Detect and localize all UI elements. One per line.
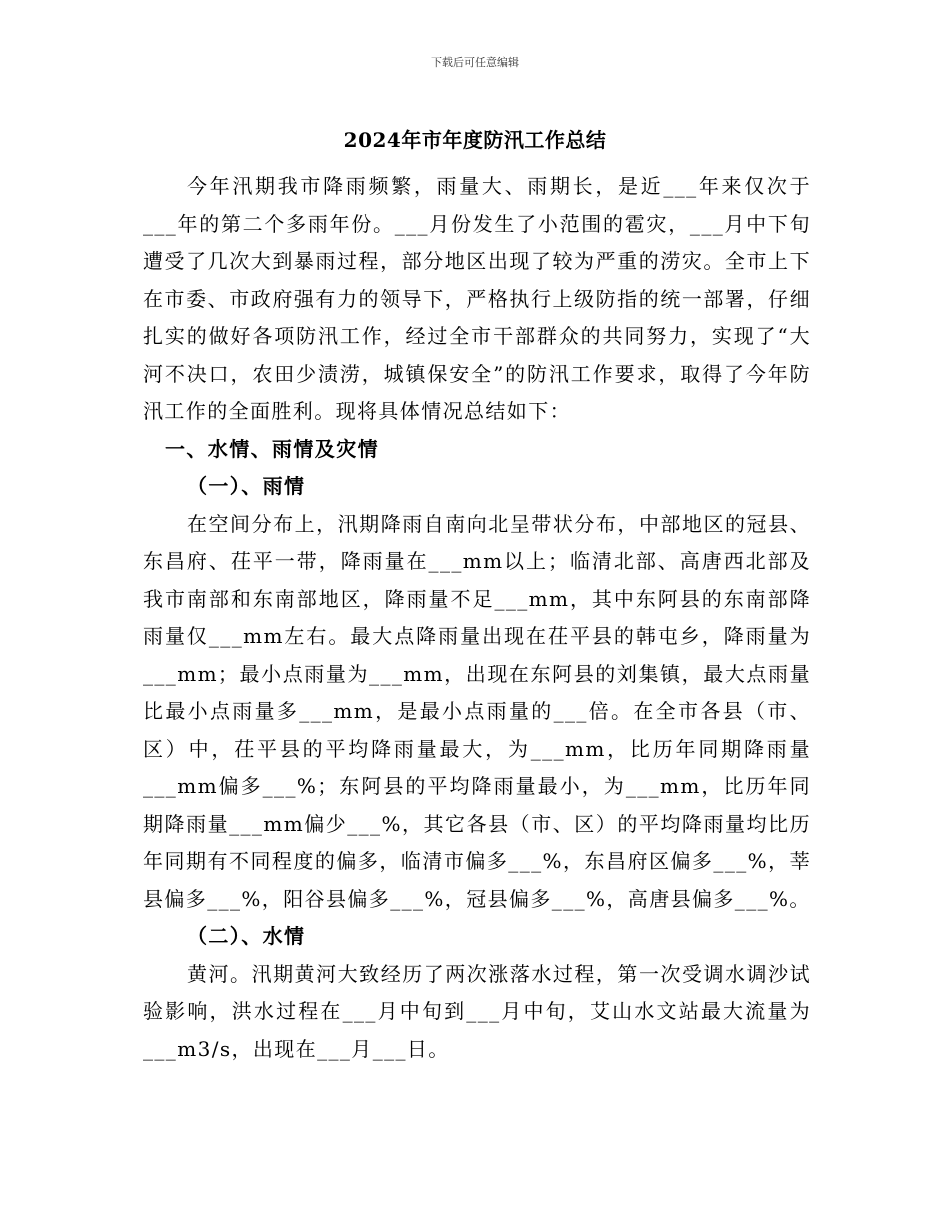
document-body: [143, 168, 811, 1068]
subsection-heading-rain: （一）、雨情: [187, 474, 306, 498]
intro-paragraph: 今年汛期我市降雨频繁，雨量大、雨期长，是近___年来仅次于___年的第二个多雨年份。___月份发生了小范围的雹灾，___月中下旬遭受了几次大到暴雨过程，部分地区出现了较为严重的涝灾。全市上下在市委、市政府强有力的领导下，严格执行上级防指的统一部署，仔细扎实的做好各项防汛工作，经过全市干部群众的共同努力，实现了“大河不决口，农田少渍涝，城镇保安全”的防汛工作要求，取得了今年防汛工作的全面胜利。现将具体情况总结如下：: [143, 174, 811, 423]
section-heading-1: 一、水情、雨情及灾情: [165, 436, 379, 461]
subsection-heading-water: （二）、水情: [187, 924, 306, 948]
header-note: 下载后可任意编辑: [431, 56, 519, 69]
document-title: 2024年市年度防汛工作总结: [343, 128, 607, 152]
rain-paragraph: 在空间分布上，汛期降雨自南向北呈带状分布，中部地区的冠县、东昌府、茌平一带，降雨量在___mm以上；临清北部、高唐西北部及我市南部和东南部地区，降雨量不足___mm，其中东阿县的东南部降雨量仅___mm左右。最大点降雨量出现在茌平县的韩屯乡，降雨量为___mm；最小点雨量为___mm，出现在东阿县的刘集镇，最大点雨量比最小点雨量多___mm，是最小点雨量的___倍。在全市各县（市、区）中，茌平县的平均降雨量最大，为___mm，比历年同期降雨量___mm偏多___%；东阿县的平均降雨量最小，为___mm，比历年同期降雨量___mm偏少___%，其它各县（市、区）的平均降雨量均比历年同期有不同程度的偏多，临清市偏多___%，东昌府区偏多___%，莘县偏多___%，阳谷县偏多___%，冠县偏多___%，高唐县偏多___%。: [143, 511, 811, 911]
water-paragraph: 黄河。汛期黄河大致经历了两次涨落水过程，第一次受调水调沙试验影响，洪水过程在___月中旬到___月中旬，艾山水文站最大流量为___m3/s，出现在___月___日。: [143, 961, 811, 1061]
